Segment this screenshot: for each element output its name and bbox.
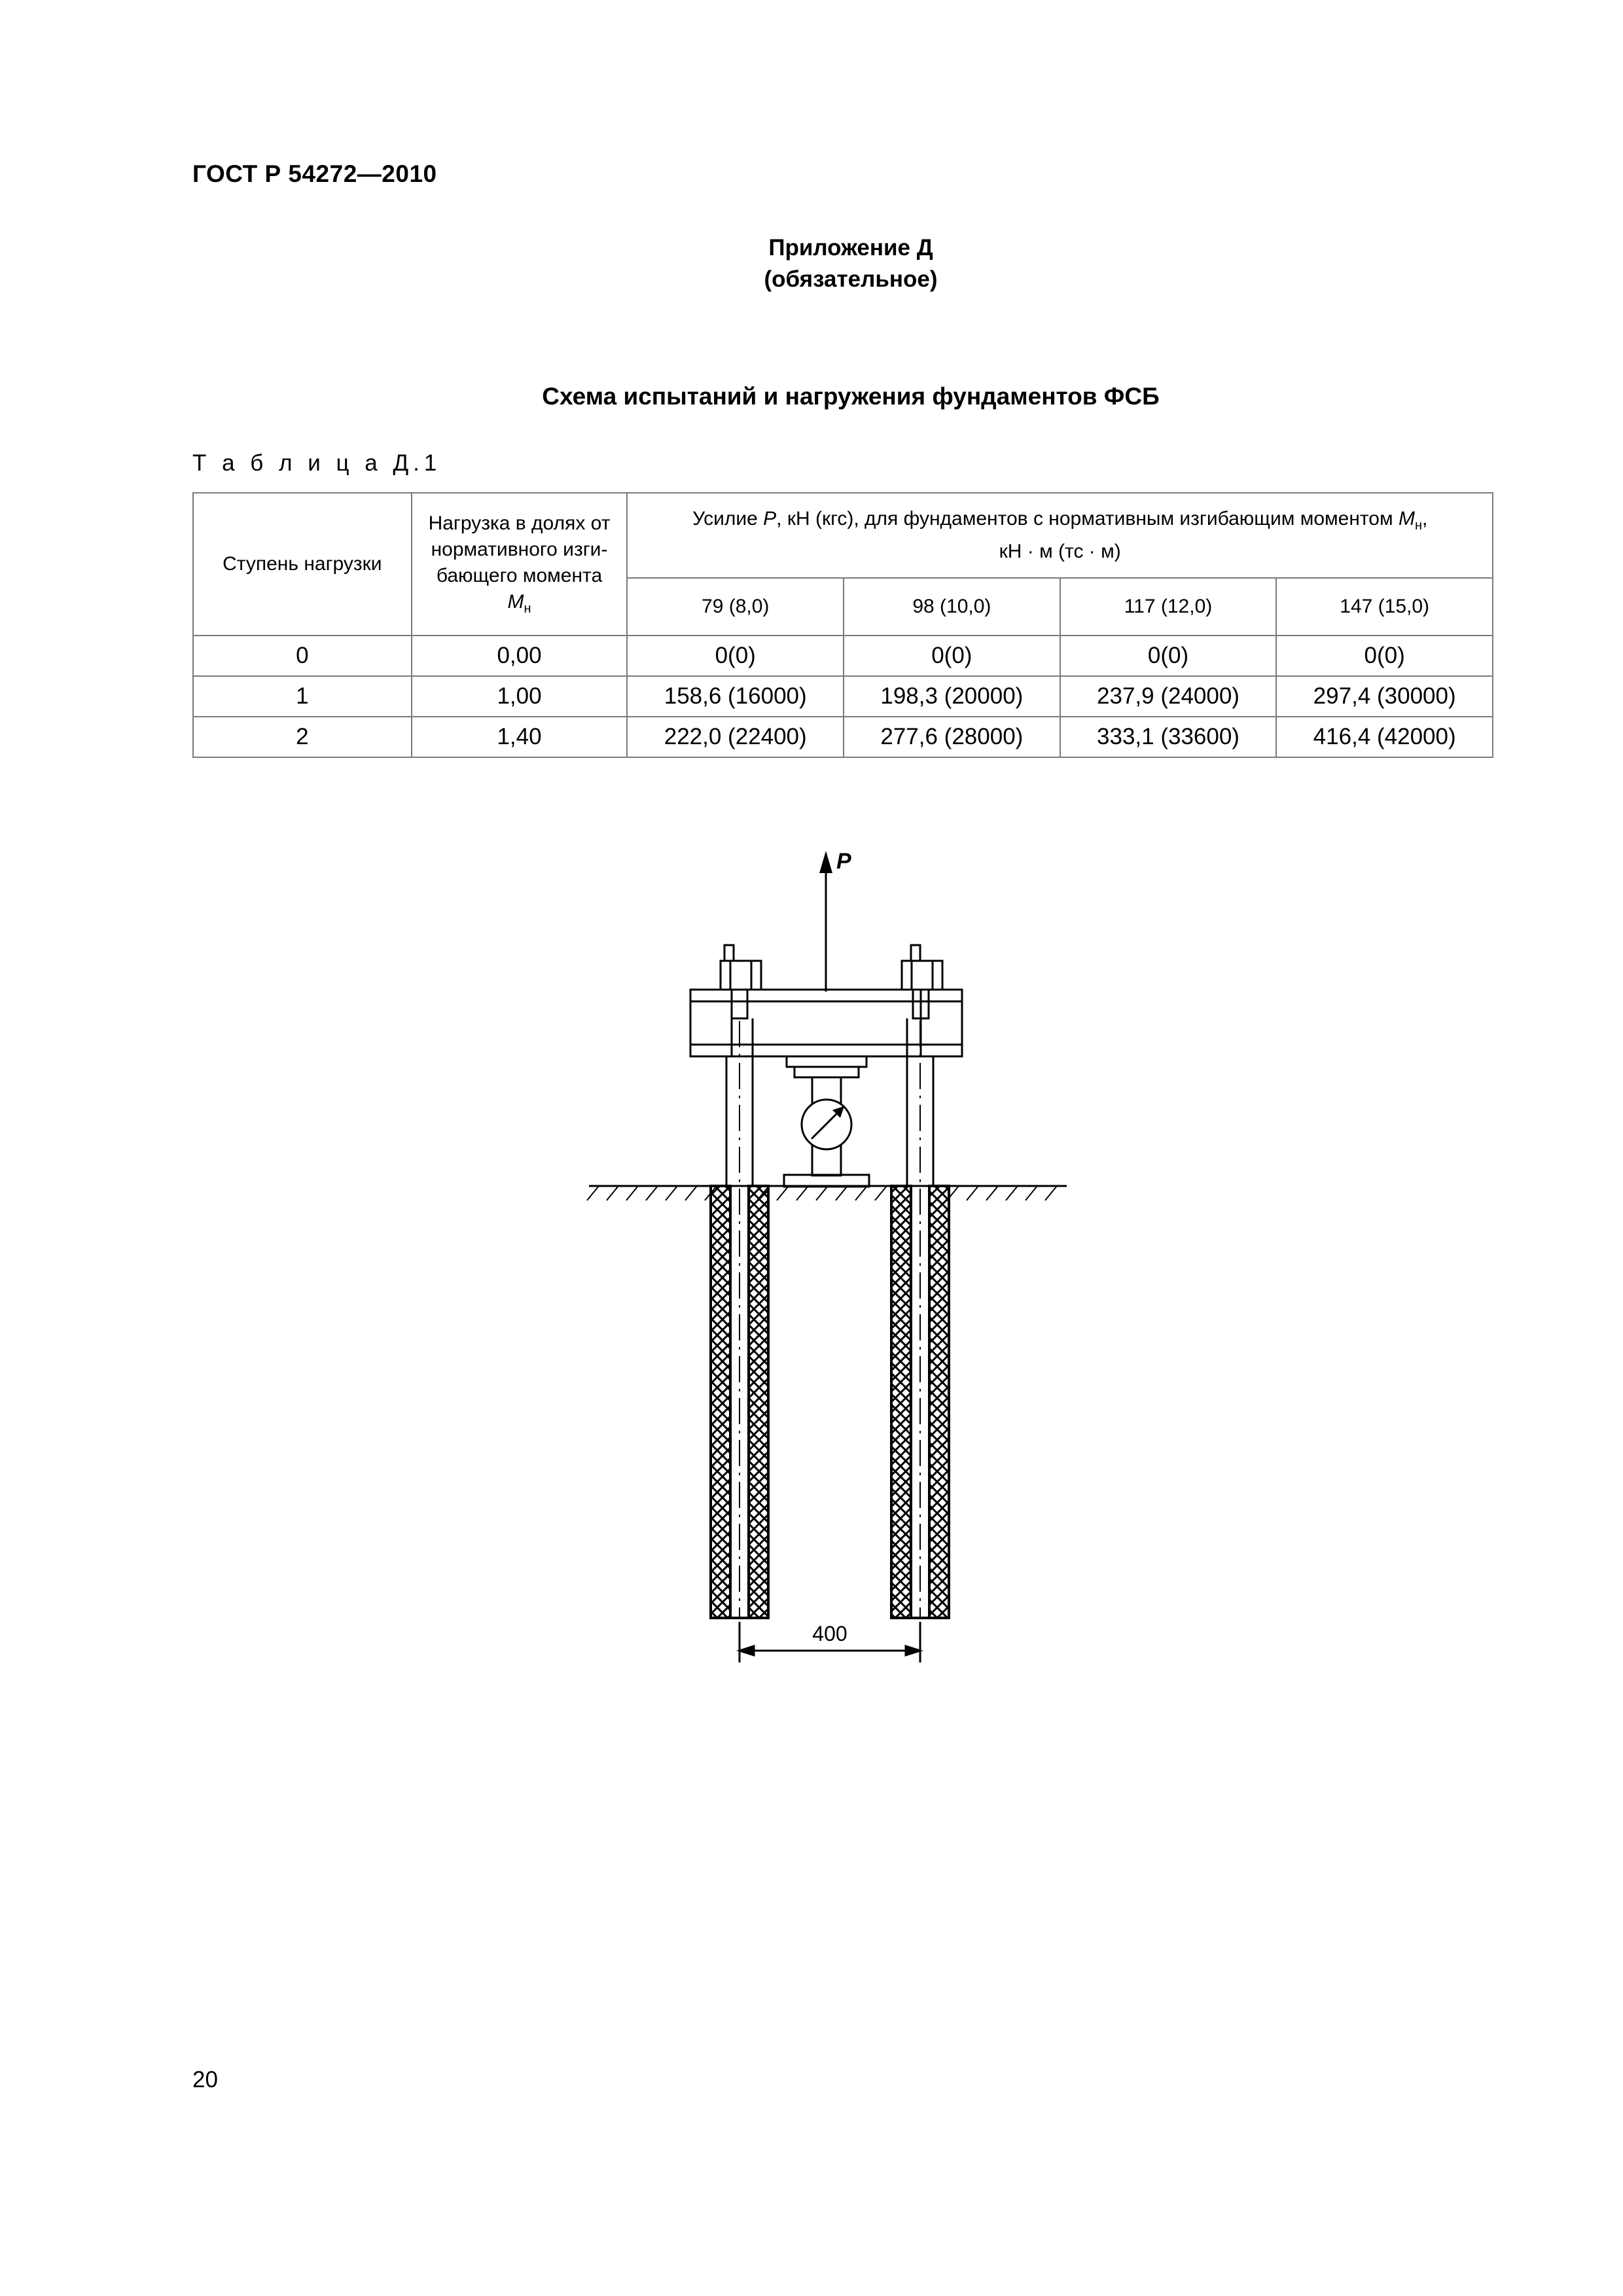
symbol-m: M (507, 591, 524, 613)
table-cell: 237,9 (24000) (1060, 676, 1277, 717)
table-cell: 1,40 (412, 717, 628, 757)
table-cell: 0,00 (412, 636, 628, 676)
table-cell: 158,6 (16000) (627, 676, 844, 717)
appendix-status: (обязательное) (764, 266, 938, 292)
header-load-line3: бающего момента (436, 565, 603, 586)
table-cell: 1,00 (412, 676, 628, 717)
table-cell: 1 (193, 676, 412, 717)
header-force-units: кН · м (тс · м) (999, 541, 1121, 562)
table-caption: Т а б л и ц а Д.1 (192, 450, 442, 476)
table-cell: 0(0) (844, 636, 1060, 676)
subheader-79: 79 (8,0) (627, 578, 844, 636)
table-cell: 0(0) (627, 636, 844, 676)
header-load-line1: Нагрузка в долях от (428, 512, 611, 534)
table-cell: 222,0 (22400) (627, 717, 844, 757)
appendix-title: Приложение Д (768, 235, 933, 260)
left-bolt (721, 945, 761, 1018)
pressure-gauge-icon (802, 1100, 851, 1149)
table-cell: 2 (193, 717, 412, 757)
table-cell: 277,6 (28000) (844, 717, 1060, 757)
subheader-147: 147 (15,0) (1276, 578, 1493, 636)
table-cell: 0(0) (1060, 636, 1277, 676)
table-cell: 198,3 (20000) (844, 676, 1060, 717)
dimension-label: 400 (812, 1622, 847, 1645)
header-force-line1: Усилие P, кН (кгс), для фундаментов с нормативным изгибающим моментом $M_н$, (692, 508, 1428, 533)
table-cell: 416,4 (42000) (1276, 717, 1493, 757)
table-cell: 333,1 (33600) (1060, 717, 1277, 757)
ground-line (587, 1186, 1067, 1200)
table-cell: 0(0) (1276, 636, 1493, 676)
subheader-117: 117 (12,0) (1060, 578, 1277, 636)
right-bolt (902, 945, 942, 1018)
page-number: 20 (192, 2067, 218, 2092)
force-label: P (836, 849, 851, 874)
section-title: Схема испытаний и нагружения фундаментов ФСБ (542, 383, 1160, 410)
table-cell: 297,4 (30000) (1276, 676, 1493, 717)
force-arrow (819, 851, 832, 992)
subheader-98: 98 (10,0) (844, 578, 1060, 636)
table-cell: 0 (193, 636, 412, 676)
document-code: ГОСТ Р 54272—2010 (192, 160, 437, 187)
header-step: Ступень нагрузки (193, 493, 412, 636)
symbol-sub: н (524, 601, 531, 616)
header-load-line2: нормативного изги- (431, 539, 608, 560)
